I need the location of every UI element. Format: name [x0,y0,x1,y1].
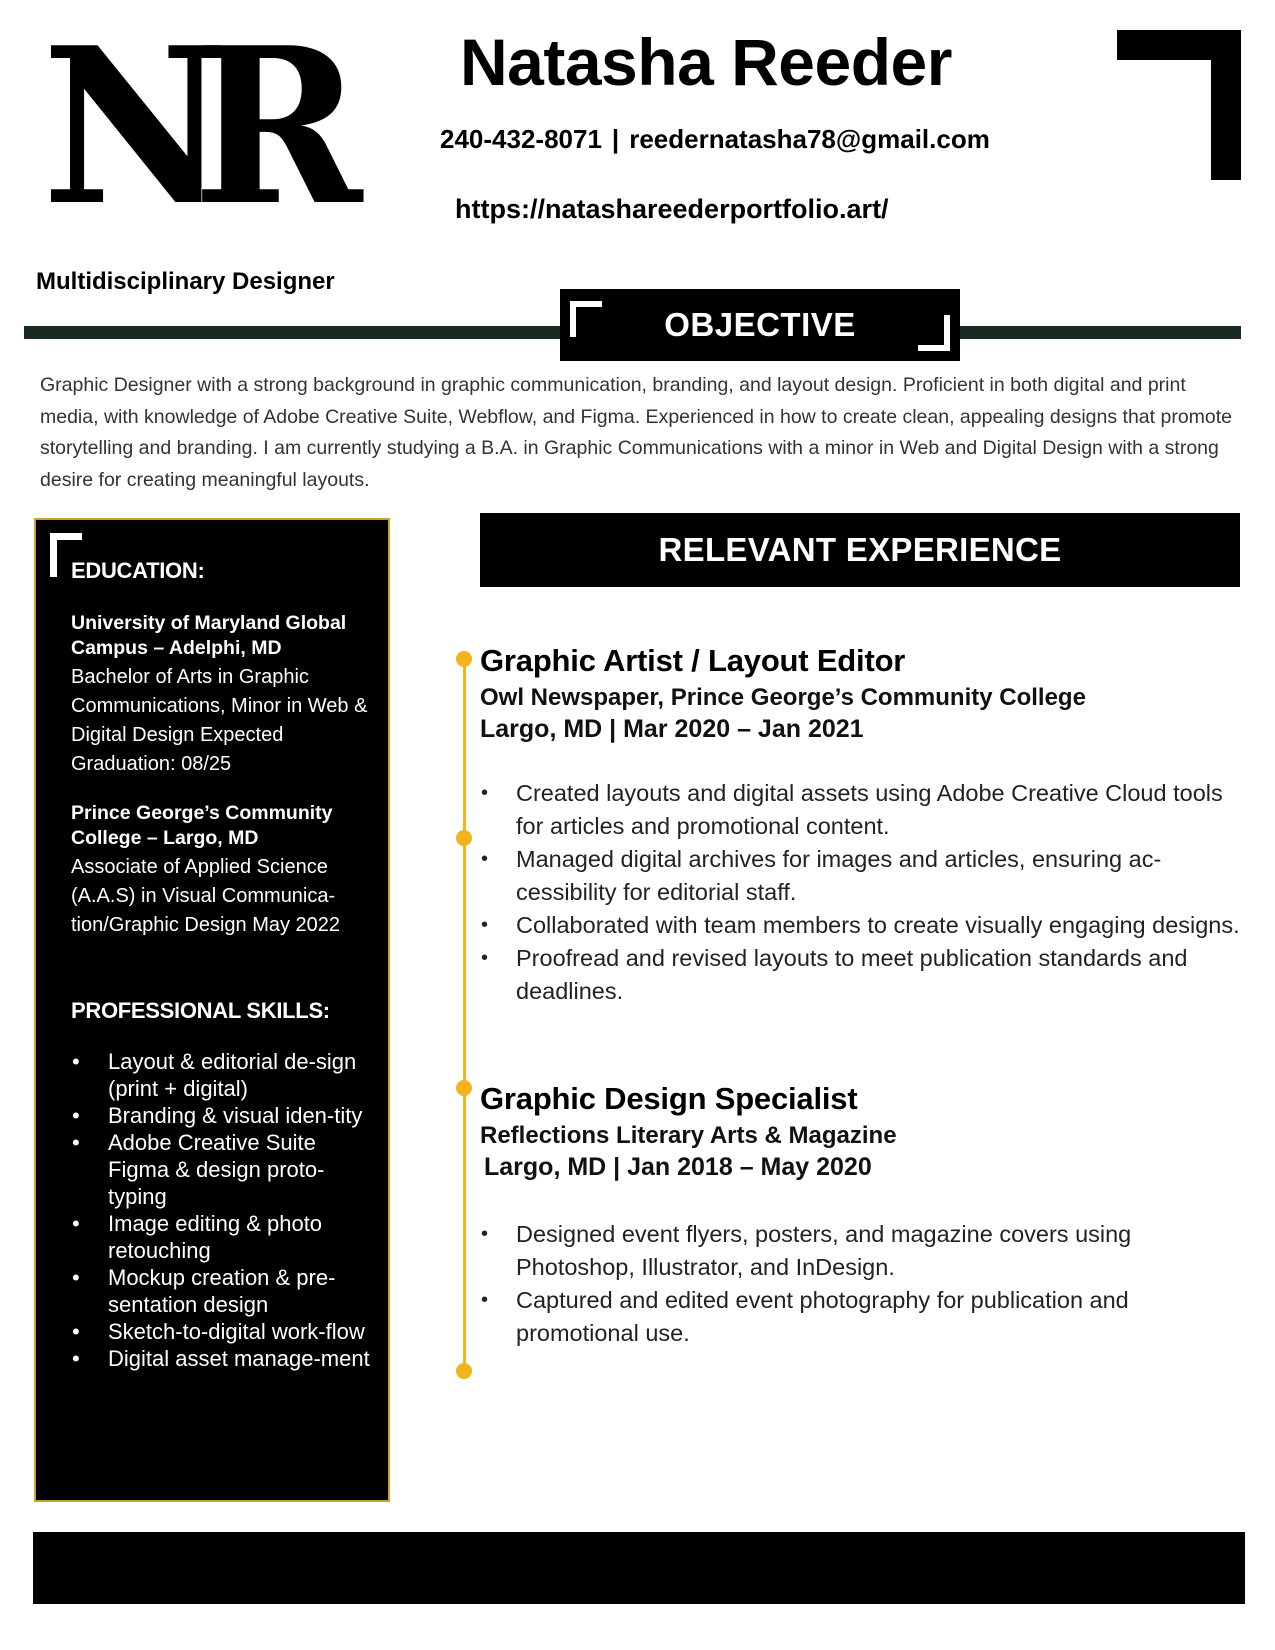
skill-item: • Branding & visual iden-tity [62,1102,382,1129]
skill-item: • Layout & editorial de-sign (print + digital) [62,1048,382,1102]
phone-number: 240-432-8071 [440,124,602,154]
logo-monogram [42,0,372,253]
timeline-dot [456,1080,472,1096]
footer-bar [33,1532,1245,1604]
job-bullet: • Proofread and revised layouts to meet publication standards and deadlines. [479,942,1249,1008]
objective-paragraph: Graphic Designer with a strong background in graphic communication, branding, and layout design. Proficient in both digital and print media, with knowledge of Adobe Creative Suite, Webflow, and Figma. Experienced in how to create clean, appealing designs that promote storytelling and branding. I am currently studying a B.A. in Graphic Communications with a minor in Web and Digital Design with a strong desire for creating meaningful layouts. [40,374,1233,491]
skills-list [62,1048,382,1372]
job-location-dates: Largo, MD | Jan 2018 – May 2020 [484,1153,872,1181]
skill-item: • Adobe Creative Suite Figma & design proto-typing [62,1129,382,1210]
job-bullet: • Collaborated with team members to create visually engaging designs. [479,909,1249,942]
timeline-dot [456,651,472,667]
website-link[interactable]: https://natashareederportfolio.art/ [455,194,889,224]
skill-item: • Sketch-to-digital work-flow [62,1318,382,1345]
skill-item: • Digital asset manage-ment [62,1345,382,1372]
logo-text: NR [42,0,327,253]
job-title: Graphic Artist / Layout Editor [480,643,906,678]
job-bullet: • Managed digital archives for images and articles, ensuring ac-cessibility for editorial staff. [479,843,1249,909]
school-detail: Associate of Applied Science (A.A.S) in Visual Communica-tion/Graphic Design May 2022 [71,856,341,936]
school-name: Prince George’s Community College – Largo, MD [71,802,333,849]
job-bullet: • Captured and edited event photography for publication and promotional use. [479,1284,1249,1350]
experience-header [480,513,1240,587]
school-name: University of Maryland Global Campus – Adelphi, MD [71,612,347,659]
contact-line [440,124,990,155]
job-bullet: • Designed event flyers, posters, and magazine covers using Photoshop, Illustrator, and InDesign. [479,1218,1249,1284]
job-bullet-list [479,777,1249,1008]
page-title: Natasha Reeder [460,25,952,99]
job-location-dates: Largo, MD | Mar 2020 – Jan 2021 [480,715,864,743]
skill-item: • Image editing & photo retouching [62,1210,382,1264]
skill-item: • Mockup creation & pre-sentation design [62,1264,382,1318]
timeline-dot [456,1363,472,1379]
contact-separator: | [611,124,620,154]
job-bullet-list [479,1218,1249,1350]
school-detail: Bachelor of Arts in Graphic Communications, Minor in Web & Digital Design Expected Graduation: 08/25 [71,666,368,775]
job-title: Graphic Design Specialist [480,1081,858,1116]
job-subtitle: Multidisciplinary Designer [36,268,335,295]
corner-bracket-decoration [1117,30,1241,180]
education-heading: EDUCATION: [71,558,205,583]
objective-title: OBJECTIVE [664,306,856,343]
timeline-line [463,660,466,1377]
job-bullet: • Created layouts and digital assets using Adobe Creative Cloud tools for articles and promotional content. [479,777,1249,843]
job-organization: Reflections Literary Arts & Magazine [480,1122,897,1149]
skills-heading: PROFESSIONAL SKILLS: [71,998,330,1023]
email-link[interactable]: reedernatasha78@gmail.com [629,124,990,154]
experience-title: RELEVANT EXPERIENCE [658,531,1062,568]
job-organization: Owl Newspaper, Prince George’s Community College [480,684,1086,711]
timeline-dot [456,830,472,846]
objective-header [560,289,960,361]
